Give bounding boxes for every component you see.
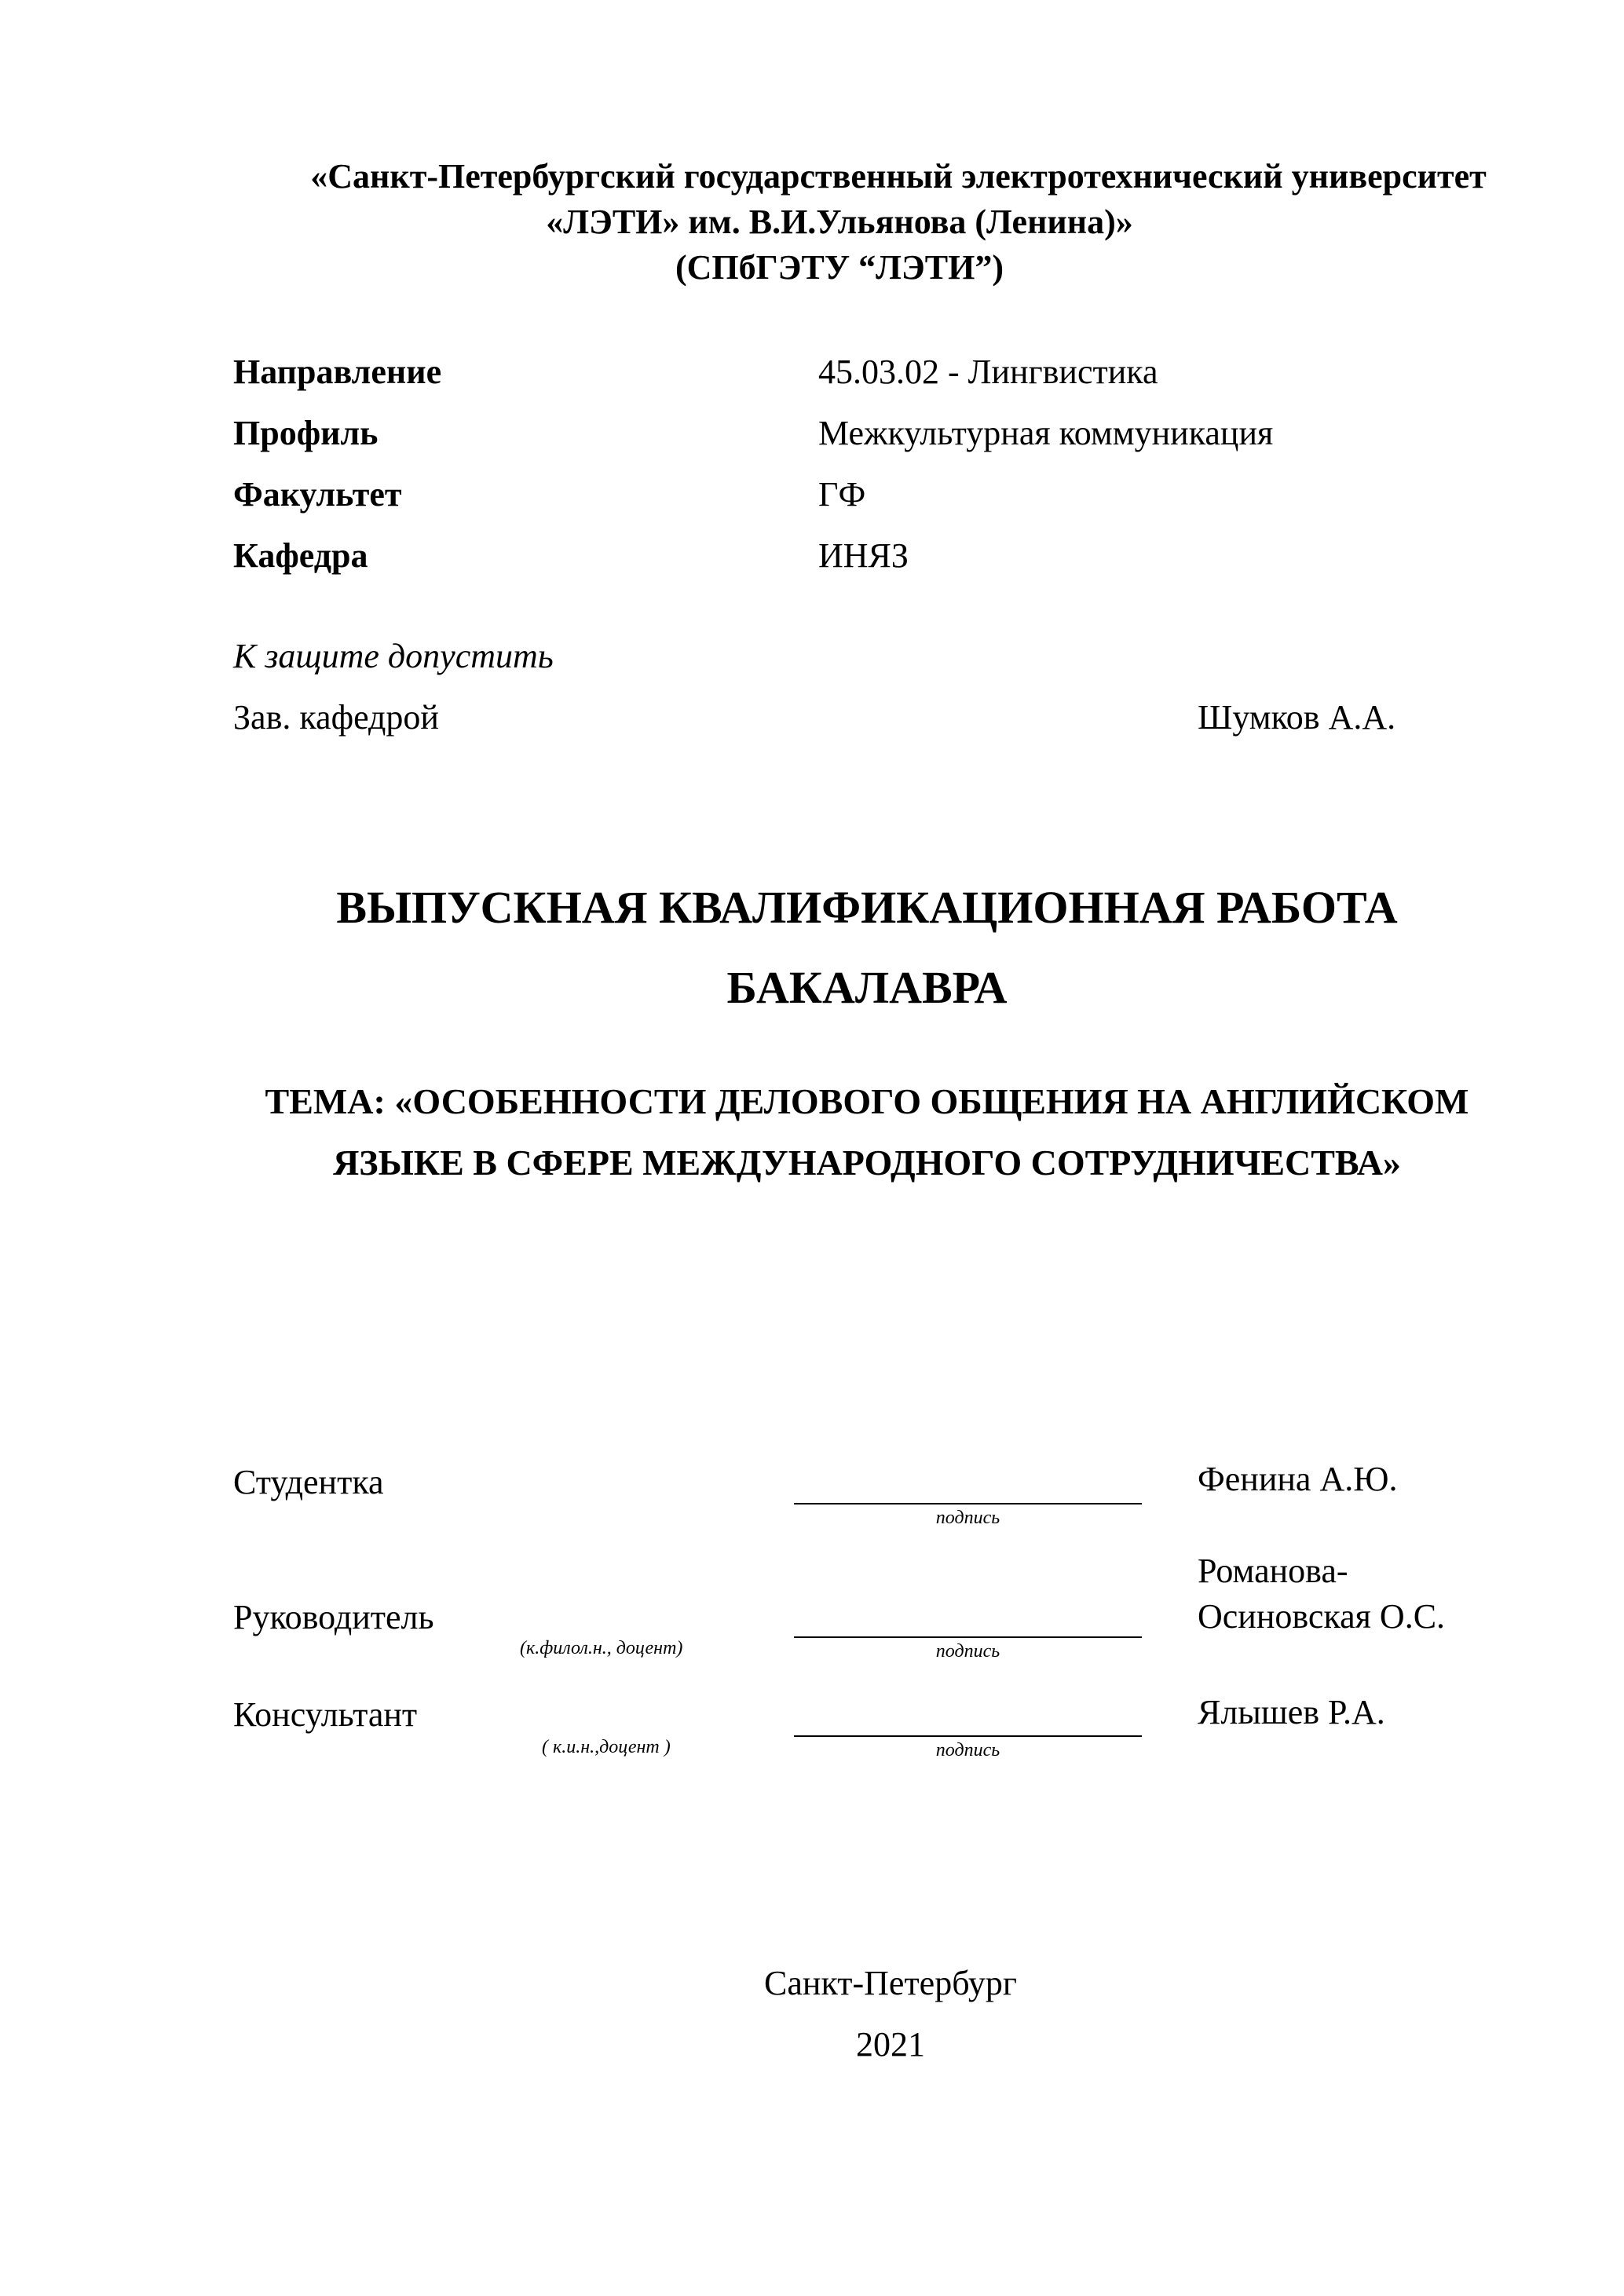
profile-label: Профиль	[233, 414, 379, 452]
direction-value: 45.03.02 - Лингвистика	[818, 353, 1158, 391]
supervisor-name-line1: Романова-	[1198, 1552, 1348, 1590]
student-signature-line	[794, 1503, 1142, 1504]
student-name: Фенина А.Ю.	[1198, 1460, 1398, 1498]
theme-line1: ТЕМА: «ОСОБЕННОСТИ ДЕЛОВОГО ОБЩЕНИЯ НА АНГЛИЙСКОМ	[265, 1081, 1469, 1121]
work-title-line1: ВЫПУСКНАЯ КВАЛИФИКАЦИОННАЯ РАБОТА	[336, 882, 1398, 933]
head-of-department-label: Зав. кафедрой	[233, 698, 439, 737]
profile-value: Межкультурная коммуникация	[818, 414, 1274, 452]
university-name-line1: «Санкт-Петербургский государственный электротехнический университет	[310, 157, 1487, 196]
year: 2021	[856, 2025, 925, 2064]
consultant-signature-caption: подпись	[935, 1740, 1000, 1760]
university-abbreviation: (СПбГЭТУ “ЛЭТИ”)	[675, 248, 1004, 287]
faculty-value: ГФ	[818, 475, 866, 514]
supervisor-signature-line	[794, 1636, 1142, 1638]
faculty-label: Факультет	[233, 475, 402, 514]
theme-line2: ЯЗЫКЕ В СФЕРЕ МЕЖДУНАРОДНОГО СОТРУДНИЧЕСТВА»	[333, 1143, 1401, 1183]
consultant-name: Ялышев Р.А.	[1198, 1693, 1385, 1731]
admission-text: К защите допустить	[233, 637, 554, 675]
university-name-line2: «ЛЭТИ» им. В.И.Ульянова (Ленина)»	[546, 203, 1133, 241]
department-value: ИНЯЗ	[818, 536, 909, 575]
supervisor-name-line2: Осиновская О.С.	[1198, 1597, 1446, 1636]
head-of-department-name: Шумков А.А.	[1198, 698, 1396, 737]
supervisor-signature-caption: подпись	[935, 1641, 1000, 1662]
city: Санкт-Петербург	[764, 1964, 1017, 2002]
consultant-role: Консультант	[233, 1695, 418, 1734]
department-label: Кафедра	[233, 536, 368, 575]
supervisor-role: Руководитель	[233, 1598, 434, 1636]
student-role: Студентка	[233, 1463, 384, 1501]
supervisor-degree: (к.филол.н., доцент)	[520, 1638, 683, 1658]
student-signature-caption: подпись	[935, 1508, 1000, 1528]
university-header	[0, 154, 1624, 291]
consultant-signature-line	[794, 1735, 1142, 1737]
direction-label: Направление	[233, 353, 442, 391]
consultant-degree: ( к.и.н.,доцент )	[542, 1737, 671, 1757]
work-title-line2: БАКАЛАВРА	[726, 962, 1008, 1013]
